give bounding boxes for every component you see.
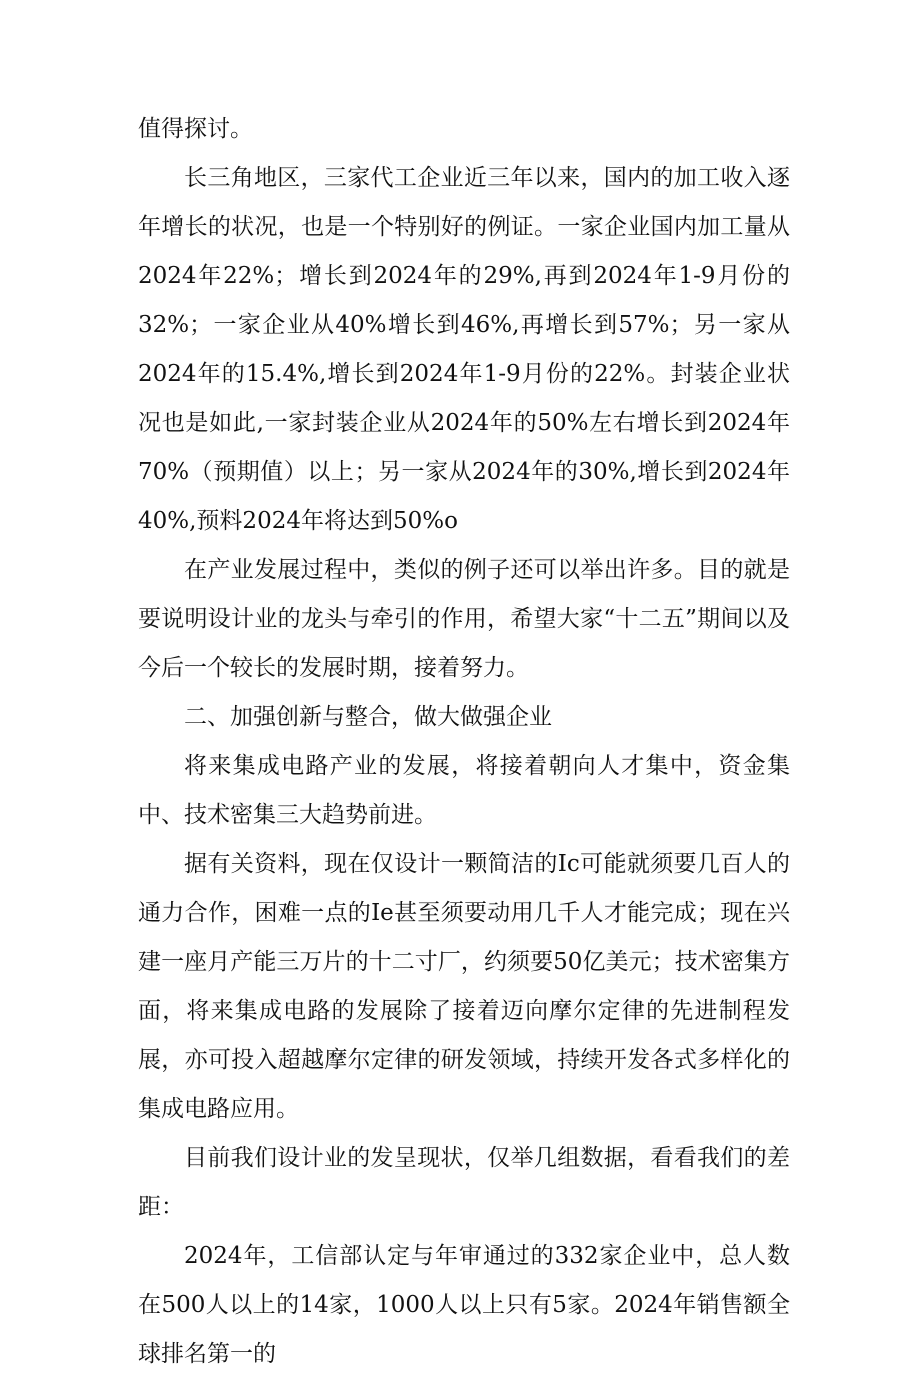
paragraph-current-status: 目前我们设计业的发呈现状，仅举几组数据，看看我们的差距： xyxy=(138,1145,790,1220)
paragraph-yangtze-delta-example: 长三角地区，三家代工企业近三年以来，国内的加工收入逐年增长的状况，也是一个特别好的例证。一家企业国内加工量从2024年22%；增长到2024年的29%,再到2024年1-9月份的32%；一家企业从40%增长到46%,再增长到57%；另一家从2024年的15.4%,增长到2024年1-9月份的22%。封装企业状况也是如此,一家封装企业从2024年的50%左右增长到2024年70%（预期值）以上；另一家从2024年的30%,增长到2024年40%,预料2024年将达到50%o xyxy=(138,165,790,534)
paragraph-statistics: 2024年，工信部认定与年审通过的332家企业中，总人数在500人以上的14家，1000人以上只有5家。2024年销售额全球排名第一的 xyxy=(138,1243,790,1367)
paragraph-future-trends: 将来集成电路产业的发展，将接着朝向人才集中，资金集中、技术密集三大趋势前进。 xyxy=(138,753,790,828)
paragraph-continuation: 值得探讨。 xyxy=(138,116,253,142)
document-body xyxy=(138,105,790,1379)
section-heading: 二、加强创新与整合，做大做强企业 xyxy=(184,704,552,730)
paragraph-related-data: 据有关资料，现在仅设计一颗简洁的Ic可能就须要几百人的通力合作，困难一点的Ie甚至须要动用几千人才能完成；现在兴建一座月产能三万片的十二寸厂，约须要50亿美元；技术密集方面，将来集成电路的发展除了接着迈向摩尔定律的先进制程发展，亦可投入超越摩尔定律的研发领域，持续开发各式多样化的集成电路应用。 xyxy=(138,851,790,1122)
paragraph-industry-development: 在产业发展过程中，类似的例子还可以举出许多。目的就是要说明设计业的龙头与牵引的作用，希望大家“十二五”期间以及今后一个较长的发展时期，接着努力。 xyxy=(138,557,790,681)
